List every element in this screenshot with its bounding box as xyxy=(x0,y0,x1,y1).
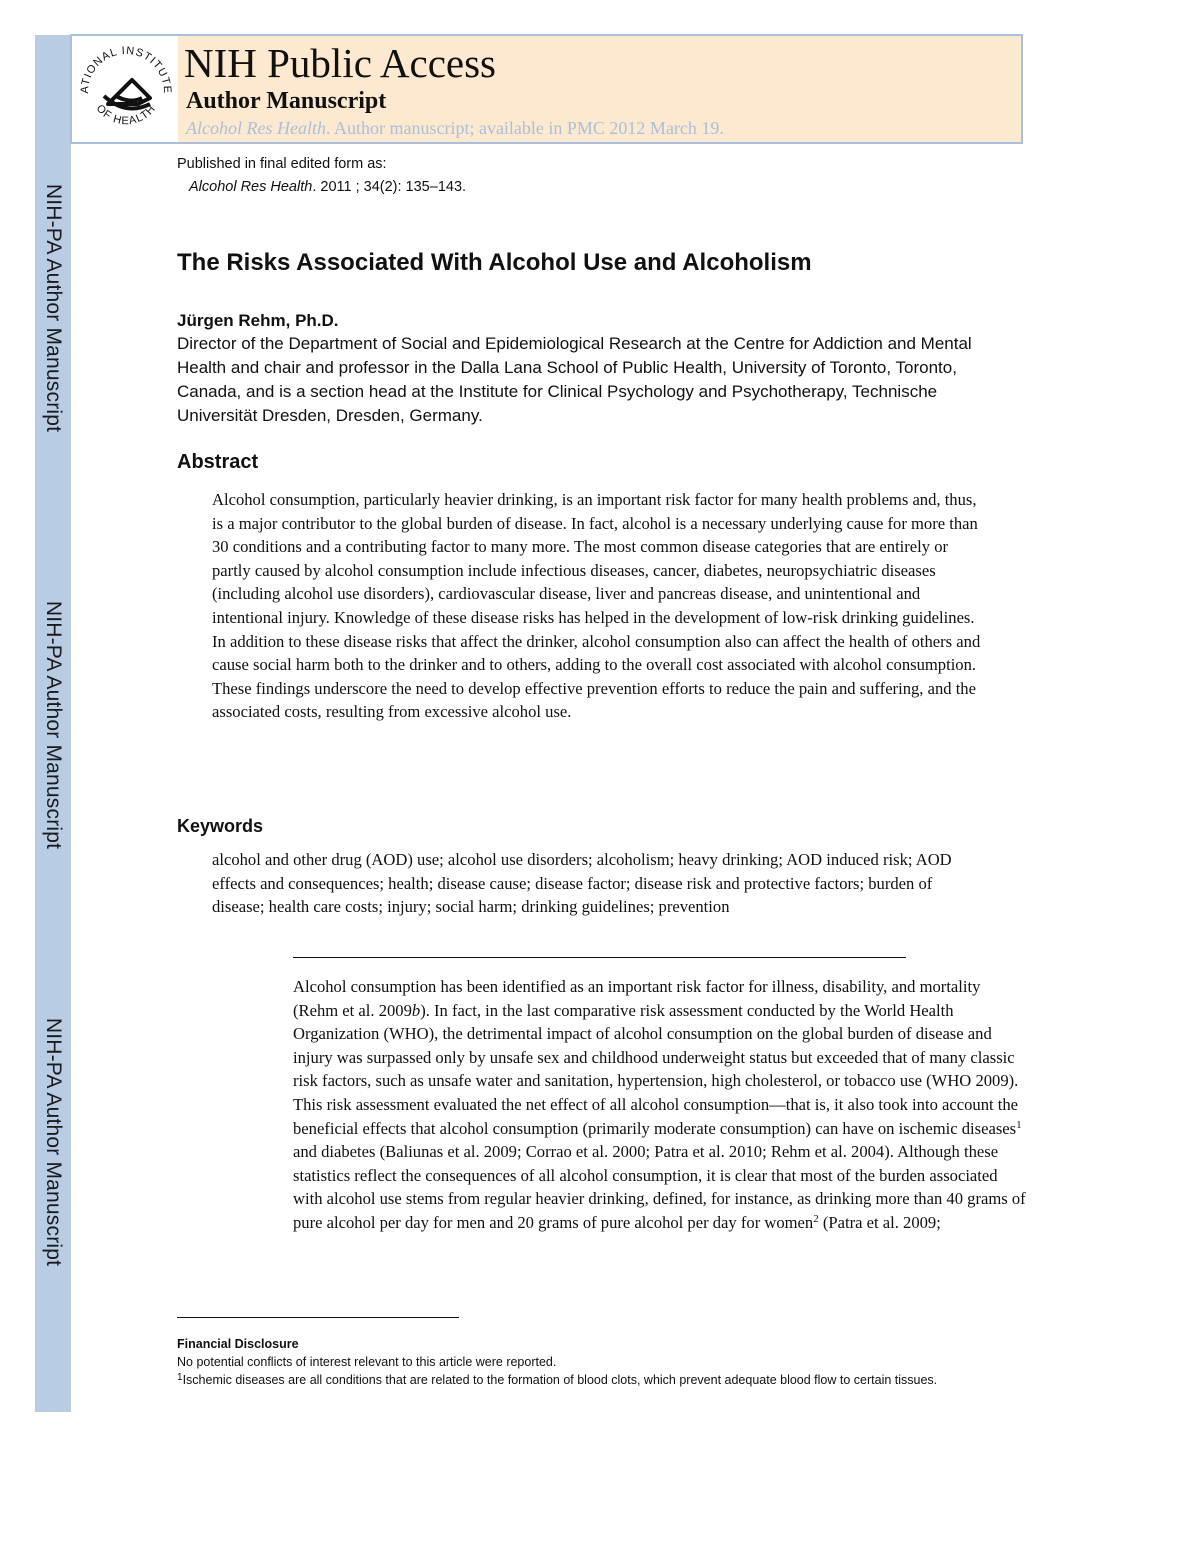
body-text-3: and diabetes (Baliunas et al. 2009; Corrao et al. 2000; Patra et al. 2010; Rehm et al. 2004). Although these statistics reflect the consequences of all alcohol consumption, it is clear that most of the burden associated with alcohol use stems from regular heavier drinking, defined, for instance, as drinking more than 40 grams of pure alcohol per day for men and 20 grams of pure alcohol per day for women xyxy=(293,1142,1026,1232)
article-title: The Risks Associated With Alcohol Use and Alcoholism xyxy=(177,249,812,276)
section-divider xyxy=(293,957,906,958)
side-label-bottom: NIH-PA Author Manuscript xyxy=(42,1017,65,1267)
footnotes xyxy=(177,1335,1017,1389)
body-text-4: (Patra et al. 2009; xyxy=(818,1212,941,1232)
body-italic-ref: b xyxy=(411,1000,421,1020)
citation-details: . 2011 ; 34(2): 135–143. xyxy=(312,179,467,195)
nih-logo xyxy=(74,38,178,142)
disclosure-text: No potential conflicts of interest relevant to this article were reported. xyxy=(177,1355,557,1369)
disclosure-heading: Financial Disclosure xyxy=(177,1337,299,1351)
svg-text:NATIONAL INSTITUTES: ATIONAL INSTITUTE xyxy=(78,44,174,95)
published-citation xyxy=(177,176,466,199)
side-label-top: NIH-PA Author Manuscript xyxy=(42,183,65,433)
body-paragraph xyxy=(293,975,1028,1235)
header-subtitle: Author Manuscript xyxy=(186,88,387,114)
author-affiliation: Director of the Department of Social and Epidemiological Research at the Centre for Addiction and Mental Health and chair and professor in the Dalla Lana School of Public Health, University of Toronto, Toronto, Canada, and is a section head at the Institute for Clinical Psychology and Psychotherapy, Technische Universität Dresden, Dresden, Germany. xyxy=(177,334,972,425)
citation-journal: Alcohol Res Health xyxy=(189,179,313,195)
availability-text: . Author manuscript; available in PMC 2012 March 19. xyxy=(325,118,724,138)
nih-header xyxy=(70,34,1023,144)
footnote-1-marker: 1 xyxy=(177,1372,183,1383)
body-text-1: Alcohol consumption has been identified as an important risk factor for illness, disability, and mortality (Rehm et al. 2009 xyxy=(293,977,981,1020)
author-name: Jürgen Rehm, Ph.D. xyxy=(177,311,339,330)
svg-text:OF HEALTH: OF HEALTH xyxy=(93,102,159,128)
abstract-body: Alcohol consumption, particularly heavier drinking, is an important risk factor for many health problems and, thus, is a major contributor to the global burden of disease. In fact, alcohol is a necessary underlying cause for more than 30 conditions and a contributing factor to many more. The most common disease categories that are entirely or partly caused by alcohol consumption include infectious diseases, cancer, diabetes, neuropsychiatric diseases (including alcohol use disorders), cardiovascular disease, liver and pancreas disease, and unintentional and intentional injury. Knowledge of these disease risks has helped in the development of low-risk drinking guidelines. In addition to these disease risks that affect the drinker, alcohol consumption also can affect the health of others and cause social harm both to the drinker and to others, adding to the overall cost associated with alcohol consumption. These findings underscore the need to develop effective prevention efforts to reduce the pain and suffering, and the associated costs, resulting from excessive alcohol use. xyxy=(212,490,981,722)
side-label-middle: NIH-PA Author Manuscript xyxy=(42,600,65,850)
keywords-heading: Keywords xyxy=(177,816,264,836)
footnote-ref-1[interactable]: 1 xyxy=(1016,1118,1022,1131)
abstract-heading: Abstract xyxy=(177,451,259,473)
footnote-1 xyxy=(177,1371,1017,1389)
header-title: NIH Public Access xyxy=(184,40,497,86)
footnote-1-text: Ischemic diseases are all conditions that are related to the formation of blood clots, which prevent adequate blood flow to certain tissues. xyxy=(182,1373,938,1387)
keywords-body: alcohol and other drug (AOD) use; alcohol use disorders; alcoholism; heavy drinking; AOD induced risk; AOD effects and consequences; health; disease cause; disease factor; disease risk and protective factors; burden of disease; health care costs; injury; social harm; drinking guidelines; prevention xyxy=(212,850,952,917)
published-label: Published in final edited form as: xyxy=(177,156,387,172)
availability-journal: Alcohol Res Health xyxy=(186,118,326,138)
footnote-ref-2[interactable]: 2 xyxy=(813,1212,819,1225)
published-info xyxy=(177,153,466,199)
footnote-divider xyxy=(177,1317,459,1318)
header-availability xyxy=(186,117,724,139)
body-text-2: ). In fact, in the last comparative risk assessment conducted by the World Health Organization (WHO), the detrimental impact of alcohol consumption on the global burden of disease and injury was surpassed only by unsafe sex and childhood underweight status but exceeded that of many classic risk factors, such as unsafe water and sanitation, hypertension, high cholesterol, or tobacco use (WHO 2009). This risk assessment evaluated the net effect of all alcohol consumption—that is, it also took into account the beneficial effects that alcohol consumption (primarily moderate consumption) can have on ischemic diseases xyxy=(293,1000,1019,1138)
